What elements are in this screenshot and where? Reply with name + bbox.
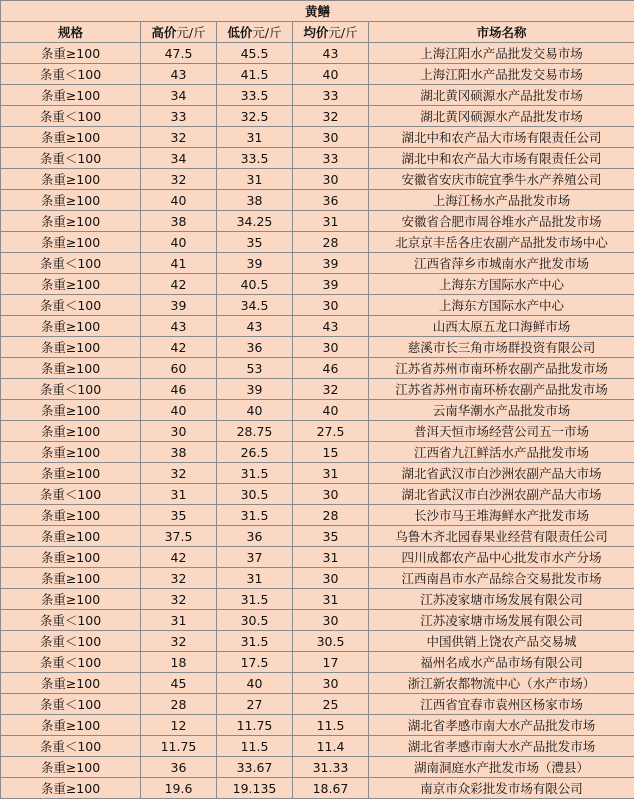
cell-low-price: 34.5 bbox=[217, 295, 293, 316]
cell-market: 湖北省武汉市白沙洲农副产品大市场 bbox=[369, 484, 634, 505]
cell-avg-price: 30 bbox=[293, 127, 369, 148]
table-row bbox=[1, 106, 634, 127]
cell-avg-price: 30.5 bbox=[293, 631, 369, 652]
cell-spec: 条重≥100 bbox=[1, 505, 141, 526]
cell-high-price: 31 bbox=[141, 610, 217, 631]
cell-avg-price: 31 bbox=[293, 589, 369, 610]
cell-spec: 条重≥100 bbox=[1, 358, 141, 379]
table-row bbox=[1, 442, 634, 463]
cell-avg-price: 40 bbox=[293, 400, 369, 421]
table-row bbox=[1, 190, 634, 211]
header-row bbox=[1, 22, 634, 43]
cell-market: 湖北省孝感市南大水产品批发市场 bbox=[369, 736, 634, 757]
cell-high-price: 38 bbox=[141, 211, 217, 232]
cell-market: 四川成都农产品中心批发市水产分场 bbox=[369, 547, 634, 568]
cell-avg-price: 31 bbox=[293, 211, 369, 232]
header-spec: 规格 bbox=[1, 22, 141, 43]
cell-avg-price: 40 bbox=[293, 64, 369, 85]
header-low-label: 低价 bbox=[227, 25, 253, 40]
cell-spec: 条重≥100 bbox=[1, 547, 141, 568]
cell-spec: 条重≥100 bbox=[1, 127, 141, 148]
table-row bbox=[1, 484, 634, 505]
cell-market: 湖北省武汉市白沙洲农副产品大市场 bbox=[369, 463, 634, 484]
cell-market: 湖北省孝感市南大水产品批发市场 bbox=[369, 715, 634, 736]
table-row bbox=[1, 757, 634, 778]
cell-spec: 条重＜100 bbox=[1, 106, 141, 127]
cell-market: 云南华潮水产品批发市场 bbox=[369, 400, 634, 421]
cell-spec: 条重＜100 bbox=[1, 484, 141, 505]
table-row bbox=[1, 64, 634, 85]
cell-market: 江苏省苏州市南环桥农副产品批发市场 bbox=[369, 379, 634, 400]
cell-spec: 条重≥100 bbox=[1, 169, 141, 190]
cell-avg-price: 30 bbox=[293, 568, 369, 589]
cell-low-price: 53 bbox=[217, 358, 293, 379]
cell-spec: 条重≥100 bbox=[1, 568, 141, 589]
header-low-unit: 元/斤 bbox=[252, 25, 282, 40]
cell-market: 中国供销上饶农产品交易城 bbox=[369, 631, 634, 652]
cell-market: 江苏凌家塘市场发展有限公司 bbox=[369, 589, 634, 610]
cell-market: 江西省萍乡市城南水产批发市场 bbox=[369, 253, 634, 274]
cell-spec: 条重＜100 bbox=[1, 652, 141, 673]
cell-market: 安徽省合肥市周谷堆水产品批发市场 bbox=[369, 211, 634, 232]
cell-avg-price: 11.4 bbox=[293, 736, 369, 757]
cell-low-price: 37 bbox=[217, 547, 293, 568]
table-row bbox=[1, 358, 634, 379]
cell-market: 江苏省苏州市南环桥农副产品批发市场 bbox=[369, 358, 634, 379]
cell-high-price: 42 bbox=[141, 547, 217, 568]
cell-high-price: 43 bbox=[141, 64, 217, 85]
cell-spec: 条重≥100 bbox=[1, 274, 141, 295]
cell-avg-price: 46 bbox=[293, 358, 369, 379]
cell-spec: 条重＜100 bbox=[1, 610, 141, 631]
header-avg-price bbox=[293, 22, 369, 43]
title-row bbox=[1, 1, 634, 22]
table-row bbox=[1, 400, 634, 421]
header-low-price bbox=[217, 22, 293, 43]
cell-spec: 条重＜100 bbox=[1, 736, 141, 757]
cell-avg-price: 30 bbox=[293, 673, 369, 694]
table-row bbox=[1, 547, 634, 568]
cell-high-price: 45 bbox=[141, 673, 217, 694]
cell-market: 江西省宜春市袁州区杨家市场 bbox=[369, 694, 634, 715]
cell-high-price: 12 bbox=[141, 715, 217, 736]
table-row bbox=[1, 316, 634, 337]
cell-high-price: 36 bbox=[141, 757, 217, 778]
cell-spec: 条重＜100 bbox=[1, 631, 141, 652]
table-row bbox=[1, 379, 634, 400]
cell-high-price: 37.5 bbox=[141, 526, 217, 547]
cell-spec: 条重＜100 bbox=[1, 64, 141, 85]
cell-low-price: 31.5 bbox=[217, 631, 293, 652]
cell-avg-price: 32 bbox=[293, 379, 369, 400]
table-row bbox=[1, 778, 634, 799]
table-row bbox=[1, 568, 634, 589]
cell-market: 江西南昌市水产品综合交易批发市场 bbox=[369, 568, 634, 589]
table-row bbox=[1, 673, 634, 694]
cell-low-price: 31.5 bbox=[217, 589, 293, 610]
cell-low-price: 26.5 bbox=[217, 442, 293, 463]
cell-market: 山西太原五龙口海鲜市场 bbox=[369, 316, 634, 337]
cell-market: 湖北中和农产品大市场有限责任公司 bbox=[369, 127, 634, 148]
cell-market: 湖北黄冈硕源水产品批发市场 bbox=[369, 106, 634, 127]
cell-spec: 条重＜100 bbox=[1, 379, 141, 400]
cell-low-price: 31 bbox=[217, 568, 293, 589]
cell-high-price: 32 bbox=[141, 463, 217, 484]
cell-high-price: 34 bbox=[141, 148, 217, 169]
cell-high-price: 31 bbox=[141, 484, 217, 505]
cell-avg-price: 31 bbox=[293, 463, 369, 484]
cell-spec: 条重≥100 bbox=[1, 316, 141, 337]
cell-high-price: 32 bbox=[141, 169, 217, 190]
cell-spec: 条重≥100 bbox=[1, 85, 141, 106]
cell-high-price: 38 bbox=[141, 442, 217, 463]
cell-market: 南京市众彩批发市场有限公司 bbox=[369, 778, 634, 799]
header-market: 市场名称 bbox=[369, 22, 634, 43]
cell-high-price: 32 bbox=[141, 589, 217, 610]
cell-high-price: 32 bbox=[141, 127, 217, 148]
cell-spec: 条重＜100 bbox=[1, 694, 141, 715]
table-row bbox=[1, 421, 634, 442]
cell-high-price: 18 bbox=[141, 652, 217, 673]
cell-low-price: 40 bbox=[217, 673, 293, 694]
header-high-label: 高价 bbox=[151, 25, 177, 40]
table-row bbox=[1, 631, 634, 652]
table-row bbox=[1, 505, 634, 526]
cell-avg-price: 36 bbox=[293, 190, 369, 211]
cell-market: 乌鲁木齐北园春果业经营有限责任公司 bbox=[369, 526, 634, 547]
cell-low-price: 39 bbox=[217, 253, 293, 274]
cell-high-price: 39 bbox=[141, 295, 217, 316]
cell-avg-price: 33 bbox=[293, 148, 369, 169]
cell-spec: 条重≥100 bbox=[1, 43, 141, 64]
cell-spec: 条重≥100 bbox=[1, 421, 141, 442]
cell-low-price: 33.5 bbox=[217, 85, 293, 106]
table-row bbox=[1, 610, 634, 631]
cell-market: 上海东方国际水产中心 bbox=[369, 274, 634, 295]
cell-spec: 条重≥100 bbox=[1, 190, 141, 211]
table-row bbox=[1, 85, 634, 106]
cell-avg-price: 32 bbox=[293, 106, 369, 127]
cell-market: 北京京丰岳各庄农副产品批发市场中心 bbox=[369, 232, 634, 253]
header-avg-label: 均价 bbox=[303, 25, 329, 40]
cell-avg-price: 30 bbox=[293, 610, 369, 631]
cell-low-price: 31 bbox=[217, 127, 293, 148]
cell-market: 上海东方国际水产中心 bbox=[369, 295, 634, 316]
cell-low-price: 39 bbox=[217, 379, 293, 400]
cell-low-price: 31.5 bbox=[217, 463, 293, 484]
table-row bbox=[1, 274, 634, 295]
table-row bbox=[1, 589, 634, 610]
cell-spec: 条重≥100 bbox=[1, 589, 141, 610]
cell-avg-price: 17 bbox=[293, 652, 369, 673]
cell-low-price: 34.25 bbox=[217, 211, 293, 232]
cell-avg-price: 35 bbox=[293, 526, 369, 547]
cell-low-price: 11.5 bbox=[217, 736, 293, 757]
cell-spec: 条重≥100 bbox=[1, 337, 141, 358]
table-row bbox=[1, 169, 634, 190]
cell-low-price: 36 bbox=[217, 526, 293, 547]
table-row bbox=[1, 694, 634, 715]
cell-avg-price: 18.67 bbox=[293, 778, 369, 799]
cell-avg-price: 31.33 bbox=[293, 757, 369, 778]
cell-market: 上海江阳水产品批发交易市场 bbox=[369, 64, 634, 85]
cell-low-price: 38 bbox=[217, 190, 293, 211]
cell-avg-price: 30 bbox=[293, 295, 369, 316]
header-avg-unit: 元/斤 bbox=[328, 25, 358, 40]
cell-avg-price: 28 bbox=[293, 505, 369, 526]
table-row bbox=[1, 148, 634, 169]
cell-spec: 条重≥100 bbox=[1, 757, 141, 778]
cell-low-price: 28.75 bbox=[217, 421, 293, 442]
cell-market: 上海江阳水产品批发交易市场 bbox=[369, 43, 634, 64]
cell-low-price: 11.75 bbox=[217, 715, 293, 736]
cell-high-price: 40 bbox=[141, 400, 217, 421]
cell-low-price: 30.5 bbox=[217, 484, 293, 505]
table-row bbox=[1, 232, 634, 253]
table-row bbox=[1, 127, 634, 148]
cell-spec: 条重≥100 bbox=[1, 232, 141, 253]
cell-market: 湖南洞庭水产批发市场（澧县） bbox=[369, 757, 634, 778]
cell-high-price: 33 bbox=[141, 106, 217, 127]
cell-avg-price: 33 bbox=[293, 85, 369, 106]
cell-low-price: 40.5 bbox=[217, 274, 293, 295]
cell-avg-price: 30 bbox=[293, 484, 369, 505]
cell-market: 江苏凌家塘市场发展有限公司 bbox=[369, 610, 634, 631]
cell-avg-price: 25 bbox=[293, 694, 369, 715]
header-high-unit: 元/斤 bbox=[176, 25, 206, 40]
cell-high-price: 40 bbox=[141, 190, 217, 211]
cell-spec: 条重≥100 bbox=[1, 442, 141, 463]
table-row bbox=[1, 295, 634, 316]
cell-market: 上海江杨水产品批发市场 bbox=[369, 190, 634, 211]
table-row bbox=[1, 211, 634, 232]
cell-low-price: 41.5 bbox=[217, 64, 293, 85]
cell-high-price: 47.5 bbox=[141, 43, 217, 64]
cell-spec: 条重≥100 bbox=[1, 400, 141, 421]
cell-spec: 条重＜100 bbox=[1, 295, 141, 316]
cell-low-price: 45.5 bbox=[217, 43, 293, 64]
cell-market: 长沙市马王堆海鲜水产批发市场 bbox=[369, 505, 634, 526]
cell-avg-price: 30 bbox=[293, 169, 369, 190]
cell-high-price: 11.75 bbox=[141, 736, 217, 757]
cell-low-price: 43 bbox=[217, 316, 293, 337]
cell-avg-price: 39 bbox=[293, 274, 369, 295]
cell-market: 江西省九江鲜活水产品批发市场 bbox=[369, 442, 634, 463]
cell-low-price: 17.5 bbox=[217, 652, 293, 673]
cell-high-price: 43 bbox=[141, 316, 217, 337]
cell-avg-price: 43 bbox=[293, 43, 369, 64]
cell-low-price: 33.67 bbox=[217, 757, 293, 778]
cell-avg-price: 28 bbox=[293, 232, 369, 253]
cell-spec: 条重≥100 bbox=[1, 463, 141, 484]
cell-avg-price: 15 bbox=[293, 442, 369, 463]
cell-high-price: 32 bbox=[141, 568, 217, 589]
cell-high-price: 46 bbox=[141, 379, 217, 400]
cell-spec: 条重＜100 bbox=[1, 148, 141, 169]
cell-low-price: 31.5 bbox=[217, 505, 293, 526]
cell-market: 浙江新农都物流中心（水产市场） bbox=[369, 673, 634, 694]
cell-high-price: 30 bbox=[141, 421, 217, 442]
cell-low-price: 33.5 bbox=[217, 148, 293, 169]
cell-high-price: 42 bbox=[141, 337, 217, 358]
cell-high-price: 28 bbox=[141, 694, 217, 715]
cell-avg-price: 27.5 bbox=[293, 421, 369, 442]
table-row bbox=[1, 715, 634, 736]
cell-high-price: 35 bbox=[141, 505, 217, 526]
cell-high-price: 42 bbox=[141, 274, 217, 295]
cell-high-price: 41 bbox=[141, 253, 217, 274]
cell-spec: 条重≥100 bbox=[1, 715, 141, 736]
cell-low-price: 27 bbox=[217, 694, 293, 715]
cell-avg-price: 43 bbox=[293, 316, 369, 337]
table-row bbox=[1, 337, 634, 358]
cell-avg-price: 31 bbox=[293, 547, 369, 568]
cell-spec: 条重≥100 bbox=[1, 778, 141, 799]
table-title: 黄鳝 bbox=[1, 1, 634, 22]
cell-avg-price: 39 bbox=[293, 253, 369, 274]
cell-high-price: 32 bbox=[141, 631, 217, 652]
cell-high-price: 60 bbox=[141, 358, 217, 379]
cell-market: 慈溪市长三角市场群投资有限公司 bbox=[369, 337, 634, 358]
cell-high-price: 34 bbox=[141, 85, 217, 106]
cell-avg-price: 11.5 bbox=[293, 715, 369, 736]
cell-market: 福州名成水产品市场有限公司 bbox=[369, 652, 634, 673]
header-high-price bbox=[141, 22, 217, 43]
cell-market: 普洱天恒市场经营公司五一市场 bbox=[369, 421, 634, 442]
cell-high-price: 19.6 bbox=[141, 778, 217, 799]
cell-low-price: 40 bbox=[217, 400, 293, 421]
cell-low-price: 19.135 bbox=[217, 778, 293, 799]
cell-spec: 条重≥100 bbox=[1, 211, 141, 232]
cell-spec: 条重≥100 bbox=[1, 673, 141, 694]
table-row bbox=[1, 736, 634, 757]
cell-low-price: 31 bbox=[217, 169, 293, 190]
cell-market: 湖北黄冈硕源水产品批发市场 bbox=[369, 85, 634, 106]
cell-low-price: 30.5 bbox=[217, 610, 293, 631]
cell-spec: 条重＜100 bbox=[1, 253, 141, 274]
cell-low-price: 32.5 bbox=[217, 106, 293, 127]
cell-market: 湖北中和农产品大市场有限责任公司 bbox=[369, 148, 634, 169]
table-row bbox=[1, 652, 634, 673]
table-row bbox=[1, 526, 634, 547]
cell-high-price: 40 bbox=[141, 232, 217, 253]
table-row bbox=[1, 253, 634, 274]
cell-avg-price: 30 bbox=[293, 337, 369, 358]
cell-market: 安徽省安庆市皖宜季牛水产养殖公司 bbox=[369, 169, 634, 190]
table-row bbox=[1, 463, 634, 484]
table-row bbox=[1, 43, 634, 64]
cell-spec: 条重≥100 bbox=[1, 526, 141, 547]
cell-low-price: 36 bbox=[217, 337, 293, 358]
cell-low-price: 35 bbox=[217, 232, 293, 253]
